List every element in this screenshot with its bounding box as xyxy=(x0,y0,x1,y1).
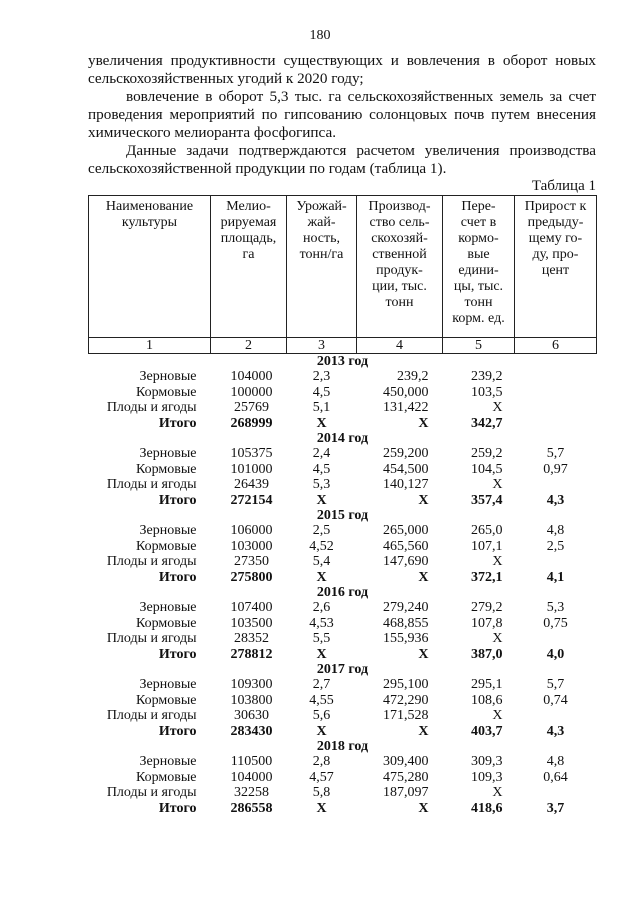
production-cell: 475,280 xyxy=(383,769,429,785)
area-cell: 110500 xyxy=(230,754,273,769)
production-cell: X xyxy=(418,415,429,431)
area-cell: 30630 xyxy=(234,708,269,723)
production-cell: 155,936 xyxy=(383,631,429,646)
production-cell: 450,000 xyxy=(383,384,429,400)
crop-name-cell: Плоды и ягоды xyxy=(106,554,197,569)
year-label: 2017 год xyxy=(316,662,369,677)
column-number: 6 xyxy=(515,338,597,354)
total-row xyxy=(89,570,597,586)
yield-cell: 4,52 xyxy=(309,538,334,554)
table-row xyxy=(89,539,597,555)
crop-name-cell: Плоды и ягоды xyxy=(106,708,197,723)
crop-name-cell: Кормовые xyxy=(135,692,197,708)
production-table xyxy=(88,195,597,816)
total-row xyxy=(89,493,597,509)
paragraph-3: Данные задачи подтверждаются расчетом увеличения производства сельскохозяйственной продукции по годам (таблица 1). xyxy=(88,142,596,177)
column-number: 3 xyxy=(287,338,357,354)
crop-name-cell: Плоды и ягоды xyxy=(106,785,197,800)
growth-cell xyxy=(515,708,597,724)
production-cell: X xyxy=(418,800,429,816)
crop-name-cell: Кормовые xyxy=(135,615,197,631)
growth-cell xyxy=(515,369,597,385)
production-cell: 171,528 xyxy=(383,708,429,723)
area-cell: 107400 xyxy=(230,600,273,615)
yield-cell: 4,57 xyxy=(309,769,334,785)
year-row xyxy=(89,508,597,523)
paragraph-2: вовлечение в оборот 5,3 тыс. га сельскохозяйственных земель за счет проведения мероприятий по гипсованию солонцовых почв путем внесения химического мелиоранта фосфогипса. xyxy=(88,88,596,141)
production-cell: 454,500 xyxy=(383,461,429,477)
yield-cell: 2,8 xyxy=(312,754,331,769)
column-number: 5 xyxy=(443,338,515,354)
growth-cell xyxy=(515,631,597,647)
area-cell: 109300 xyxy=(230,677,273,692)
area-cell: 27350 xyxy=(234,554,269,569)
production-cell: 131,422 xyxy=(383,400,429,415)
crop-name-cell: Итого xyxy=(158,646,197,662)
feed-units-cell: 387,0 xyxy=(471,646,503,662)
column-number: 2 xyxy=(211,338,287,354)
production-cell: 465,560 xyxy=(383,538,429,554)
crop-name-cell: Зерновые xyxy=(139,369,197,384)
year-row xyxy=(89,585,597,600)
area-cell: 32258 xyxy=(234,785,269,800)
crop-name-cell: Кормовые xyxy=(135,461,197,477)
year-label: 2018 год xyxy=(316,739,369,754)
yield-cell: 5,6 xyxy=(312,708,331,723)
crop-name-cell: Кормовые xyxy=(135,769,197,785)
feed-units-cell: X xyxy=(492,400,503,415)
yield-cell: X xyxy=(316,646,327,662)
yield-cell: X xyxy=(316,800,327,816)
area-cell: 104000 xyxy=(230,769,273,785)
crop-name-cell: Зерновые xyxy=(139,446,197,461)
yield-cell: 2,5 xyxy=(312,523,331,538)
crop-name-cell: Итого xyxy=(158,800,197,816)
year-row xyxy=(89,431,597,446)
total-row xyxy=(89,416,597,432)
table-row xyxy=(89,477,597,493)
table-row xyxy=(89,616,597,632)
area-cell: 104000 xyxy=(230,369,273,384)
production-cell: 140,127 xyxy=(383,477,429,492)
feed-units-cell: 239,2 xyxy=(471,369,503,384)
growth-cell xyxy=(515,416,597,432)
growth-cell: 4,0 xyxy=(546,646,565,662)
feed-units-cell: 279,2 xyxy=(471,600,503,615)
production-cell: 472,290 xyxy=(383,692,429,708)
table-row xyxy=(89,446,597,462)
table-row xyxy=(89,770,597,786)
header-crop-name: Наименование культуры xyxy=(89,196,211,338)
year-label: 2013 год xyxy=(316,354,369,369)
year-row xyxy=(89,354,597,370)
production-cell: 265,000 xyxy=(383,523,429,538)
feed-units-cell: 103,5 xyxy=(471,384,503,400)
production-cell: 309,400 xyxy=(383,754,429,769)
area-cell: 272154 xyxy=(230,492,273,508)
growth-cell: 4,8 xyxy=(546,754,565,769)
growth-cell: 4,3 xyxy=(546,492,565,508)
table-row xyxy=(89,462,597,478)
area-cell: 103000 xyxy=(230,538,273,554)
crop-name-cell: Плоды и ягоды xyxy=(106,477,197,492)
production-cell: X xyxy=(418,569,429,585)
area-cell: 25769 xyxy=(234,400,269,415)
table-row xyxy=(89,631,597,647)
area-cell: 100000 xyxy=(230,384,273,400)
crop-name-cell: Итого xyxy=(158,569,197,585)
yield-cell: X xyxy=(316,492,327,508)
growth-cell: 3,7 xyxy=(546,800,565,816)
table-row xyxy=(89,554,597,570)
feed-units-cell: X xyxy=(492,785,503,800)
growth-cell: 5,7 xyxy=(546,446,565,461)
production-cell: X xyxy=(418,723,429,739)
total-row xyxy=(89,724,597,740)
production-cell: 279,240 xyxy=(383,600,429,615)
feed-units-cell: 357,4 xyxy=(471,492,503,508)
production-cell: 468,855 xyxy=(383,615,429,631)
crop-name-cell: Кормовые xyxy=(135,538,197,554)
feed-units-cell: 107,8 xyxy=(471,615,503,631)
crop-name-cell: Зерновые xyxy=(139,677,197,692)
area-cell: 268999 xyxy=(230,415,273,431)
table-row xyxy=(89,677,597,693)
yield-cell: 2,6 xyxy=(312,600,331,615)
feed-units-cell: X xyxy=(492,554,503,569)
area-cell: 278812 xyxy=(230,646,273,662)
yield-cell: 4,5 xyxy=(312,384,331,400)
feed-units-cell: 259,2 xyxy=(471,446,503,461)
feed-units-cell: 108,6 xyxy=(471,692,503,708)
crop-name-cell: Кормовые xyxy=(135,384,197,400)
table-row xyxy=(89,693,597,709)
feed-units-cell: 265,0 xyxy=(471,523,503,538)
area-cell: 283430 xyxy=(230,723,273,739)
page-number: 180 xyxy=(309,28,331,43)
growth-cell: 0,74 xyxy=(543,692,568,708)
paragraph-1: увеличения продуктивности существующих и вовлечения в оборот новых сельскохозяйственных угодий к 2020 году; xyxy=(88,52,596,87)
feed-units-cell: 104,5 xyxy=(471,461,503,477)
area-cell: 101000 xyxy=(230,461,273,477)
feed-units-cell: 309,3 xyxy=(471,754,503,769)
table-row xyxy=(89,708,597,724)
crop-name-cell: Зерновые xyxy=(139,600,197,615)
production-cell: X xyxy=(418,646,429,662)
growth-cell xyxy=(515,554,597,570)
feed-units-cell: X xyxy=(492,708,503,723)
yield-cell: 4,5 xyxy=(312,461,331,477)
crop-name-cell: Итого xyxy=(158,492,197,508)
growth-cell: 0,64 xyxy=(543,769,568,785)
table-row xyxy=(89,523,597,539)
production-cell: 239,2 xyxy=(397,369,429,384)
feed-units-cell: 107,1 xyxy=(471,538,503,554)
crop-name-cell: Итого xyxy=(158,415,197,431)
area-cell: 106000 xyxy=(230,523,273,538)
yield-cell: 5,3 xyxy=(312,477,331,492)
area-cell: 286558 xyxy=(230,800,273,816)
feed-units-cell: 109,3 xyxy=(471,769,503,785)
yield-cell: 5,1 xyxy=(312,400,331,415)
yield-cell: 2,4 xyxy=(312,446,331,461)
year-label: 2014 год xyxy=(316,431,369,446)
table-row xyxy=(89,385,597,401)
header-production: Производ- ство сель- скохозяй- ственной продук- ции, тыс. тонн xyxy=(357,196,443,338)
yield-cell: 5,4 xyxy=(312,554,331,569)
column-number: 1 xyxy=(89,338,211,354)
area-cell: 26439 xyxy=(234,477,269,492)
table-row xyxy=(89,369,597,385)
crop-name-cell: Плоды и ягоды xyxy=(106,400,197,415)
table-caption: Таблица 1 xyxy=(531,178,596,194)
year-row xyxy=(89,662,597,677)
yield-cell: 4,53 xyxy=(309,615,334,631)
production-cell: 187,097 xyxy=(383,785,429,800)
growth-cell xyxy=(515,385,597,401)
area-cell: 105375 xyxy=(230,446,273,461)
year-label: 2015 год xyxy=(316,508,369,523)
area-cell: 275800 xyxy=(230,569,273,585)
growth-cell: 5,3 xyxy=(546,600,565,615)
growth-cell xyxy=(515,477,597,493)
yield-cell: 5,5 xyxy=(312,631,331,646)
header-yield: Урожай- жай- ность, тонн/га xyxy=(287,196,357,338)
growth-cell: 5,7 xyxy=(546,677,565,692)
year-row xyxy=(89,739,597,754)
feed-units-cell: 418,6 xyxy=(471,800,503,816)
table-row xyxy=(89,600,597,616)
area-cell: 28352 xyxy=(234,631,269,646)
header-growth: Прирост к предыду- щему го- ду, про- цент xyxy=(515,196,597,338)
yield-cell: 5,8 xyxy=(312,785,331,800)
crop-name-cell: Итого xyxy=(158,723,197,739)
production-cell: 259,200 xyxy=(383,446,429,461)
table-body xyxy=(89,354,597,817)
table-row xyxy=(89,400,597,416)
production-cell: 147,690 xyxy=(383,554,429,569)
growth-cell: 4,8 xyxy=(546,523,565,538)
growth-cell: 2,5 xyxy=(546,538,565,554)
yield-cell: X xyxy=(316,723,327,739)
feed-units-cell: 372,1 xyxy=(471,569,503,585)
yield-cell: 4,55 xyxy=(309,692,334,708)
production-cell: 295,100 xyxy=(383,677,429,692)
body-text xyxy=(88,52,596,178)
yield-cell: X xyxy=(316,569,327,585)
growth-cell: 0,97 xyxy=(543,461,568,477)
feed-units-cell: 403,7 xyxy=(471,723,503,739)
column-number: 4 xyxy=(357,338,443,354)
feed-units-cell: 295,1 xyxy=(471,677,503,692)
yield-cell: 2,3 xyxy=(312,369,331,384)
crop-name-cell: Зерновые xyxy=(139,754,197,769)
total-row xyxy=(89,801,597,817)
growth-cell: 4,3 xyxy=(546,723,565,739)
growth-cell xyxy=(515,785,597,801)
crop-name-cell: Зерновые xyxy=(139,523,197,538)
table-row xyxy=(89,754,597,770)
crop-name-cell: Плоды и ягоды xyxy=(106,631,197,646)
feed-units-cell: X xyxy=(492,631,503,646)
total-row xyxy=(89,647,597,663)
yield-cell: X xyxy=(316,415,327,431)
area-cell: 103500 xyxy=(230,615,273,631)
feed-units-cell: 342,7 xyxy=(471,415,503,431)
area-cell: 103800 xyxy=(230,692,273,708)
year-label: 2016 год xyxy=(316,585,369,600)
growth-cell: 4,1 xyxy=(546,569,565,585)
yield-cell: 2,7 xyxy=(312,677,331,692)
production-cell: X xyxy=(418,492,429,508)
growth-cell: 0,75 xyxy=(543,615,568,631)
growth-cell xyxy=(515,400,597,416)
header-area: Мелио- рируемая площадь, га xyxy=(211,196,287,338)
header-feed-units: Пере- счет в кормо- вые едини- цы, тыс. тонн корм. ед. xyxy=(443,196,515,338)
table-row xyxy=(89,785,597,801)
feed-units-cell: X xyxy=(492,477,503,492)
